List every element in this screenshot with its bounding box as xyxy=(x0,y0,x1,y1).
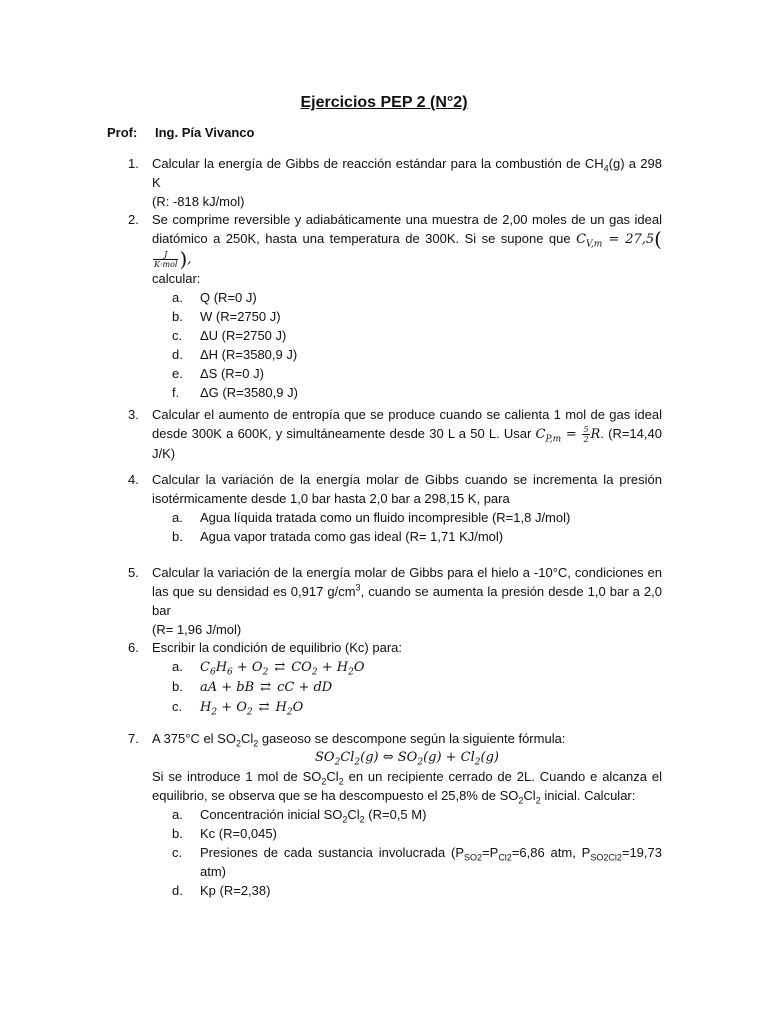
list-item xyxy=(152,383,662,402)
fraction xyxy=(582,425,589,444)
math-symbol: C xyxy=(535,427,546,442)
subscript: 2 xyxy=(342,814,348,825)
subscript: P,m xyxy=(545,434,562,445)
exercise-number: 2. xyxy=(128,212,139,227)
math-term: + O xyxy=(232,660,263,675)
list-item xyxy=(152,843,662,881)
math-term: cC + dD xyxy=(277,680,333,695)
fraction-denominator: K·mol xyxy=(154,260,178,269)
list-item xyxy=(152,307,662,326)
text-segment: inicial. Calcular: xyxy=(540,788,636,803)
math-term: H xyxy=(275,700,287,715)
item-text: Presiones de cada sustancia involucrada (P xyxy=(200,845,465,860)
exercise-number: 4. xyxy=(128,472,139,487)
math-term: CO xyxy=(291,660,312,675)
subscript: 2 xyxy=(359,814,365,825)
fraction-numerator: J xyxy=(153,250,178,260)
item-text: Agua vapor tratada como gas ideal (R= 1,71 KJ/mol) xyxy=(200,529,504,544)
item-label: b. xyxy=(172,679,183,694)
exercise-text-2: calcular: xyxy=(152,271,201,286)
subscript: 4 xyxy=(603,163,609,174)
fraction xyxy=(153,250,178,269)
equilibrium-arrow-icon: ⇄ xyxy=(274,660,286,675)
item-label: a. xyxy=(172,659,183,674)
exercise-text xyxy=(152,210,662,269)
subscript: 2 xyxy=(518,795,524,806)
item-label: c. xyxy=(172,328,183,343)
subscript: 2 xyxy=(235,738,241,749)
exercise-number: 1. xyxy=(128,156,139,171)
math-term: (g) ⇔ SO xyxy=(360,750,418,765)
exercise-text: Escribir la condición de equilibrio (Kc) para: xyxy=(152,640,403,655)
reaction-equation xyxy=(200,660,365,678)
sub-item-list xyxy=(152,657,662,717)
exercise-number: 7. xyxy=(128,731,139,746)
exercise-2 xyxy=(128,210,662,402)
fraction-numerator: 5 xyxy=(583,425,589,434)
math-term: O xyxy=(292,700,304,715)
text-segment: . (R=14,40 J/K) xyxy=(152,426,662,461)
subscript: 2 xyxy=(286,707,293,718)
math-term: (g) xyxy=(480,750,499,765)
exercise-text xyxy=(152,563,662,620)
list-item xyxy=(152,345,662,364)
item-text: Concentración inicial SO xyxy=(200,807,343,822)
equilibrium-arrow-icon: ⇄ xyxy=(260,680,272,695)
exercise-text xyxy=(152,154,662,192)
exercise-5 xyxy=(128,563,662,639)
math-operator: = xyxy=(561,427,582,442)
math-symbol: C xyxy=(576,232,587,247)
subscript: 2 xyxy=(334,757,341,768)
sub-item-list xyxy=(152,288,662,402)
text-segment: en un recipiente cerrado de 2L. Cuando e alcanza el equilibrio, se observa que se ha descompuesto el 25,8% de SO xyxy=(152,769,662,803)
exercise-text xyxy=(152,729,662,748)
exercise-number: 3. xyxy=(128,407,139,422)
list-item xyxy=(152,657,662,677)
sub-item-list xyxy=(152,805,662,900)
subscript: 2 xyxy=(474,757,481,768)
subscript: 2 xyxy=(321,776,327,787)
item-label: f. xyxy=(172,385,180,400)
item-text: =6,86 atm, P xyxy=(511,845,591,860)
equilibrium-arrow-icon: ⇄ xyxy=(258,700,270,715)
professor-name: Ing. Pía Vivanco xyxy=(155,125,255,140)
list-item xyxy=(152,697,662,717)
subscript: 2 xyxy=(311,667,318,678)
sub-item-list xyxy=(152,508,662,546)
item-text: Cl xyxy=(347,807,360,822)
exercise-1 xyxy=(128,154,662,211)
exercise-3 xyxy=(128,405,662,463)
item-text: ΔG (R=3580,9 J) xyxy=(200,385,298,400)
professor-label: Prof: xyxy=(107,125,138,140)
item-text: W (R=2750 J) xyxy=(200,309,281,324)
subscript: 2 xyxy=(262,667,269,678)
math-term: + O xyxy=(217,700,247,715)
subscript: SO2 xyxy=(464,852,483,863)
text-segment: , cuando se aumenta la presión desde 1,0 bar a 2,0 bar xyxy=(152,584,662,618)
open-paren: ( xyxy=(654,227,662,251)
item-label: b. xyxy=(172,529,183,544)
reaction-equation xyxy=(200,680,332,695)
list-item xyxy=(152,805,662,824)
subscript: 2 xyxy=(253,738,259,749)
item-label: d. xyxy=(172,347,183,362)
math-term: H xyxy=(200,700,212,715)
math-term: SO xyxy=(314,750,335,765)
item-label: e. xyxy=(172,366,183,381)
math-term: (g) + Cl xyxy=(423,750,475,765)
list-item xyxy=(152,824,662,843)
subscript: 2 xyxy=(354,757,361,768)
subscript: 2 xyxy=(338,776,344,787)
exercise-text xyxy=(152,405,662,463)
list-item xyxy=(152,527,662,546)
exercise-6 xyxy=(128,638,662,717)
item-label: d. xyxy=(172,883,183,898)
item-label: b. xyxy=(172,309,183,324)
item-text: ΔU (R=2750 J) xyxy=(200,328,287,343)
item-label: c. xyxy=(172,699,183,714)
item-text: ΔH (R=3580,9 J) xyxy=(200,347,298,362)
subscript: Cl2 xyxy=(498,852,512,863)
exercise-7 xyxy=(128,729,662,900)
text-segment: , xyxy=(187,252,192,267)
text-segment: (g) a 298 K xyxy=(152,156,662,190)
item-label: c. xyxy=(172,845,183,860)
subscript: SO2Cl2 xyxy=(590,852,622,863)
item-text: Agua líquida tratada como un fluido incompresible (R=1,8 J/mol) xyxy=(200,510,571,525)
text-segment: Se comprime reversible y adiabáticamente una muestra de 2,00 moles de un gas ideal diatómico a 250K, hasta una temperatura de 300K. Si se supone que xyxy=(152,212,662,246)
list-item xyxy=(152,881,662,900)
exercise-4 xyxy=(128,470,662,546)
item-label: a. xyxy=(172,510,183,525)
professor-line xyxy=(107,125,255,140)
subscript: 2 xyxy=(417,757,424,768)
text-segment: Calcular la energía de Gibbs de reacción estándar para la combustión de CH xyxy=(152,156,604,171)
exercise-answer: (R: -818 kJ/mol) xyxy=(152,194,245,209)
exercise-number: 6. xyxy=(128,640,139,655)
text-segment: Calcular el aumento de entropía que se produce cuando se calienta 1 mol de gas ideal desde 300K a 600K, y simultáneamente desde 30 L a 50 L. Usar xyxy=(152,407,662,441)
math-value: = 27,5 xyxy=(608,232,655,247)
close-paren: ) xyxy=(179,247,188,271)
math-term: Cl xyxy=(340,750,355,765)
math-term: + H xyxy=(317,660,349,675)
reaction-equation xyxy=(200,700,304,718)
subscript: 2 xyxy=(211,707,218,718)
fraction-denominator: 2 xyxy=(583,435,589,444)
text-segment: Cl xyxy=(240,731,254,746)
subscript: 6 xyxy=(209,667,216,678)
item-text: =19,73 atm) xyxy=(200,845,662,879)
exercise-text-2 xyxy=(152,767,662,805)
math-term: O xyxy=(353,660,365,675)
item-text: =P xyxy=(482,845,499,860)
item-text: (R=0,5 M) xyxy=(364,807,427,822)
text-segment: A 375°C el SO xyxy=(152,731,236,746)
subscript: 2 xyxy=(246,707,253,718)
superscript: 3 xyxy=(355,582,361,593)
list-item xyxy=(152,288,662,307)
math-symbol: R xyxy=(590,427,601,442)
text-segment: gaseoso se descompone según la siguiente fórmula: xyxy=(258,731,566,746)
list-item xyxy=(152,364,662,383)
text-segment: Cl xyxy=(523,788,536,803)
page-title: Ejercicios PEP 2 (N°2) xyxy=(300,94,468,111)
item-label: b. xyxy=(172,826,183,841)
heat-capacity-equation xyxy=(535,425,601,445)
math-term: H xyxy=(215,660,228,675)
decomposition-equation xyxy=(152,748,662,767)
exercise-answer: (R= 1,96 J/mol) xyxy=(152,622,242,637)
item-label: a. xyxy=(172,807,183,822)
item-label: a. xyxy=(172,290,183,305)
list-item xyxy=(152,326,662,345)
math-term: aA + bB xyxy=(200,680,255,695)
list-item xyxy=(152,508,662,527)
subscript: 2 xyxy=(535,795,541,806)
subscript: V,m xyxy=(586,239,603,250)
subscript: 2 xyxy=(348,667,354,678)
item-text: Kc (R=0,045) xyxy=(200,826,277,841)
list-item xyxy=(152,677,662,697)
exercise-number: 5. xyxy=(128,565,139,580)
text-segment: Calcular la variación de la energía molar de Gibbs para el hielo a -10°C, condiciones en las que su densidad es 0,917 g/cm xyxy=(152,565,662,599)
math-term: C xyxy=(200,660,210,675)
subscript: 6 xyxy=(227,667,233,678)
item-text: Q (R=0 J) xyxy=(200,290,257,305)
item-text: Kp (R=2,38) xyxy=(200,883,271,898)
exercise-text: Calcular la variación de la energía molar de Gibbs cuando se incrementa la presión isotérmicamente desde 1,0 bar hasta 2,0 bar a 298,15 K, para xyxy=(152,472,662,506)
text-segment: Cl xyxy=(326,769,339,784)
item-text: ΔS (R=0 J) xyxy=(200,366,264,381)
text-segment: Si se introduce 1 mol de SO xyxy=(152,769,322,784)
